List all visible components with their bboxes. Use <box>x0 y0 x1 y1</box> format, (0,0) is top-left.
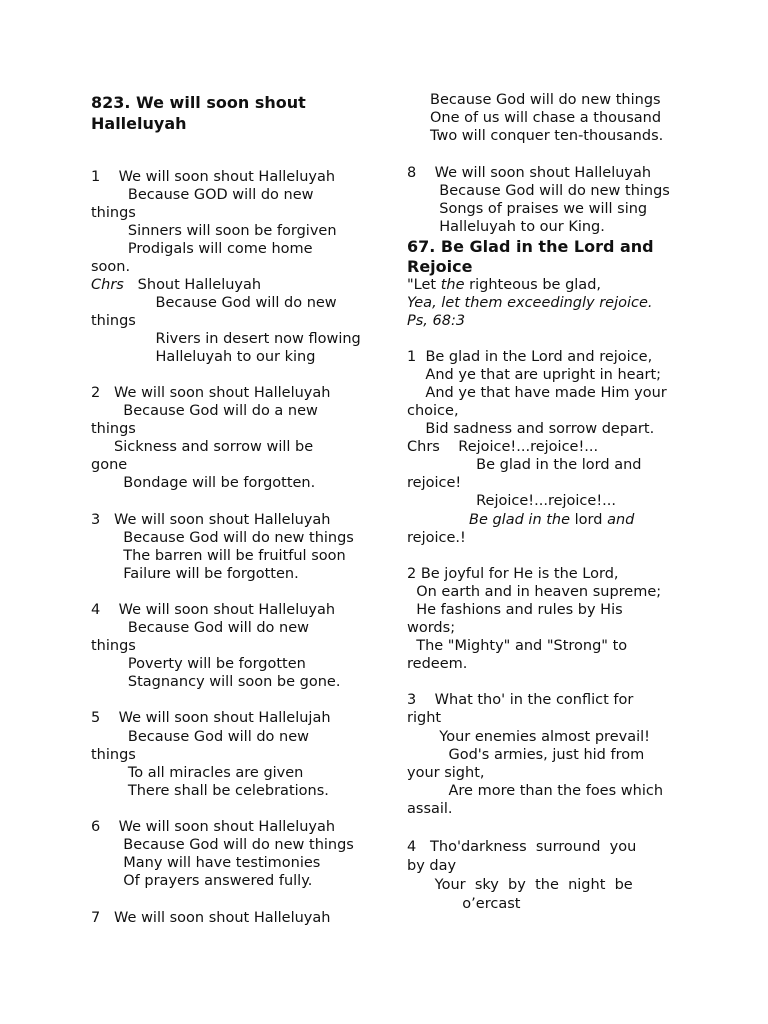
verse-line: Because God will do new <box>91 295 337 311</box>
chorus-line <box>91 276 261 294</box>
verse-line: Because God will do new things <box>407 183 670 199</box>
verse-line: 1 We will soon shout Halleluyah <box>91 169 336 185</box>
verse-line: Halleluyah to our king <box>91 349 316 365</box>
chorus-text: Shout Halleluyah <box>137 277 262 293</box>
chorus-line: Chrs Rejoice!...rejoice!... <box>407 439 599 455</box>
verse-line: Sinners will soon be forgiven <box>91 223 337 239</box>
verse-line: things <box>91 747 136 763</box>
verse-line: 2 We will soon shout Halleluyah <box>91 385 331 401</box>
chorus-label: Chrs <box>91 277 124 293</box>
verse-line: And ye that have made Him your <box>407 385 667 401</box>
verse-line: words; <box>407 620 456 636</box>
verse-line: 6 We will soon shout Halleluyah <box>91 819 336 835</box>
verse-line: Songs of praises we will sing <box>407 201 648 217</box>
verse-line: Because God will do new <box>91 620 310 636</box>
verse-line: On earth and in heaven supreme; <box>407 584 662 600</box>
verse-line: soon. <box>91 259 131 275</box>
epigraph-line: "Let the righteous be glad, <box>407 277 602 293</box>
verse-line: gone <box>91 457 128 473</box>
verse-line: Because God will do new things <box>430 92 661 108</box>
verse-line: your sight, <box>407 765 485 781</box>
verse-line: Your enemies almost prevail! <box>407 729 650 745</box>
verse-line: 4 Tho'darkness surround you <box>407 839 637 855</box>
verse-line: Bid sadness and sorrow depart. <box>407 421 655 437</box>
verse-line: 1 Be glad in the Lord and rejoice, <box>407 349 653 365</box>
verse-line: 8 We will soon shout Halleluyah <box>407 165 652 181</box>
verse-line: 7 We will soon shout Halleluyah <box>91 910 331 926</box>
verse-line: Poverty will be forgotten <box>91 656 306 672</box>
verse-line: Two will conquer ten-thousands. <box>430 128 664 144</box>
epigraph-reference: Ps, 68:3 <box>407 313 466 329</box>
verse-line: Stagnancy will soon be gone. <box>91 674 341 690</box>
hymn-title: 823. We will soon shout <box>91 93 306 112</box>
verse-line: Because GOD will do new <box>91 187 314 203</box>
verse-line: Prodigals will come home <box>91 241 313 257</box>
verse-line: 2 Be joyful for He is the Lord, <box>407 566 619 582</box>
chorus-line: Be glad in the lord and <box>407 457 642 473</box>
verse-line: o’ercast <box>407 896 521 912</box>
hymn-title: Halleluyah <box>91 114 187 133</box>
verse-line: The "Mighty" and "Strong" to <box>407 638 628 654</box>
verse-line: Because God will do new things <box>91 530 354 546</box>
verse-line: Because God will do new things <box>91 837 354 853</box>
verse-line: Rivers in desert now flowing <box>91 331 361 347</box>
verse-line: Because God will do a new <box>91 403 318 419</box>
verse-line: assail. <box>407 801 453 817</box>
verse-line: Many will have testimonies <box>91 855 321 871</box>
verse-line: things <box>91 205 136 221</box>
verse-line: things <box>91 638 136 654</box>
verse-line: 5 We will soon shout Hallelujah <box>91 710 331 726</box>
verse-line: The barren will be fruitful soon <box>91 548 346 564</box>
verse-line: God's armies, just hid from <box>407 747 645 763</box>
chorus-line: rejoice.! <box>407 530 466 546</box>
chorus-line: rejoice! <box>407 475 462 491</box>
verse-line: things <box>91 421 136 437</box>
verse-line: Sickness and sorrow will be <box>91 439 314 455</box>
verse-line: 4 We will soon shout Halleluyah <box>91 602 336 618</box>
verse-line: Failure will be forgotten. <box>91 566 299 582</box>
verse-line: Your sky by the night be <box>407 877 633 893</box>
verse-line: He fashions and rules by His <box>407 602 623 618</box>
verse-line: by day <box>407 858 457 874</box>
verse-line: And ye that are upright in heart; <box>407 367 662 383</box>
verse-line: choice, <box>407 403 459 419</box>
verse-line: There shall be celebrations. <box>91 783 329 799</box>
verse-line: Are more than the foes which <box>407 783 664 799</box>
verse-line: right <box>407 710 442 726</box>
verse-line: Halleluyah to our King. <box>407 219 605 235</box>
verse-line: Of prayers answered fully. <box>91 873 313 889</box>
verse-line: redeem. <box>407 656 468 672</box>
chorus-line: Rejoice!...rejoice!... <box>407 493 616 509</box>
verse-line: To all miracles are given <box>91 765 304 781</box>
verse-line: One of us will chase a thousand <box>430 110 662 126</box>
verse-line: Because God will do new <box>91 729 310 745</box>
hymn-title: Rejoice <box>407 257 473 276</box>
verse-line: 3 What tho' in the conflict for <box>407 692 634 708</box>
epigraph-line: Yea, let them exceedingly rejoice. <box>407 295 653 311</box>
verse-line: 3 We will soon shout Halleluyah <box>91 512 331 528</box>
hymn-title: 67. Be Glad in the Lord and <box>407 237 654 256</box>
verse-line: things <box>91 313 136 329</box>
verse-line: Bondage will be forgotten. <box>91 475 316 491</box>
chorus-line: Be glad in the lord and <box>469 512 635 528</box>
